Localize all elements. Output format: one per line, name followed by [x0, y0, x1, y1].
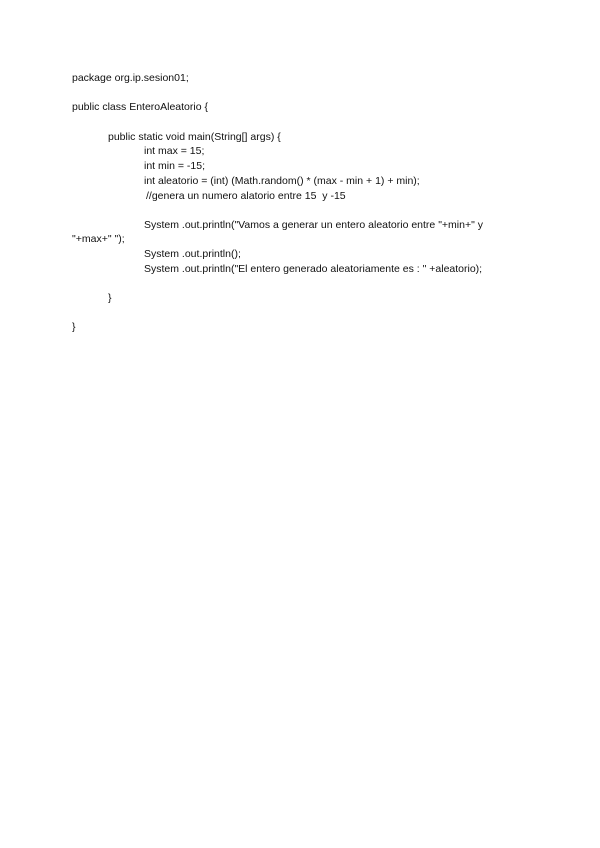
code-line-println-2: System .out.println();: [144, 248, 241, 260]
code-line-main-method: public static void main(String[] args) {: [108, 131, 281, 143]
code-line-package: package org.ip.sesion01;: [72, 72, 189, 84]
code-line-method-close: }: [108, 292, 112, 304]
code-line-aleatorio: int aleatorio = (int) (Math.random() * (max - min + 1) + min);: [144, 175, 420, 187]
code-line-class-close: }: [72, 321, 76, 333]
code-line-int-min: int min = -15;: [144, 160, 205, 172]
code-line-int-max: int max = 15;: [144, 145, 205, 157]
code-line-class-declaration: public class EnteroAleatorio {: [72, 101, 208, 113]
code-line-comment: //genera un numero alatorio entre 15 y -15: [146, 190, 346, 202]
code-line-println-1: System .out.println("Vamos a generar un entero aleatorio entre "+min+" y: [144, 219, 483, 231]
code-line-println-3: System .out.println("El entero generado aleatoriamente es : " +aleatorio);: [144, 263, 483, 275]
code-line-println-1-wrap: "+max+" ");: [72, 233, 125, 245]
